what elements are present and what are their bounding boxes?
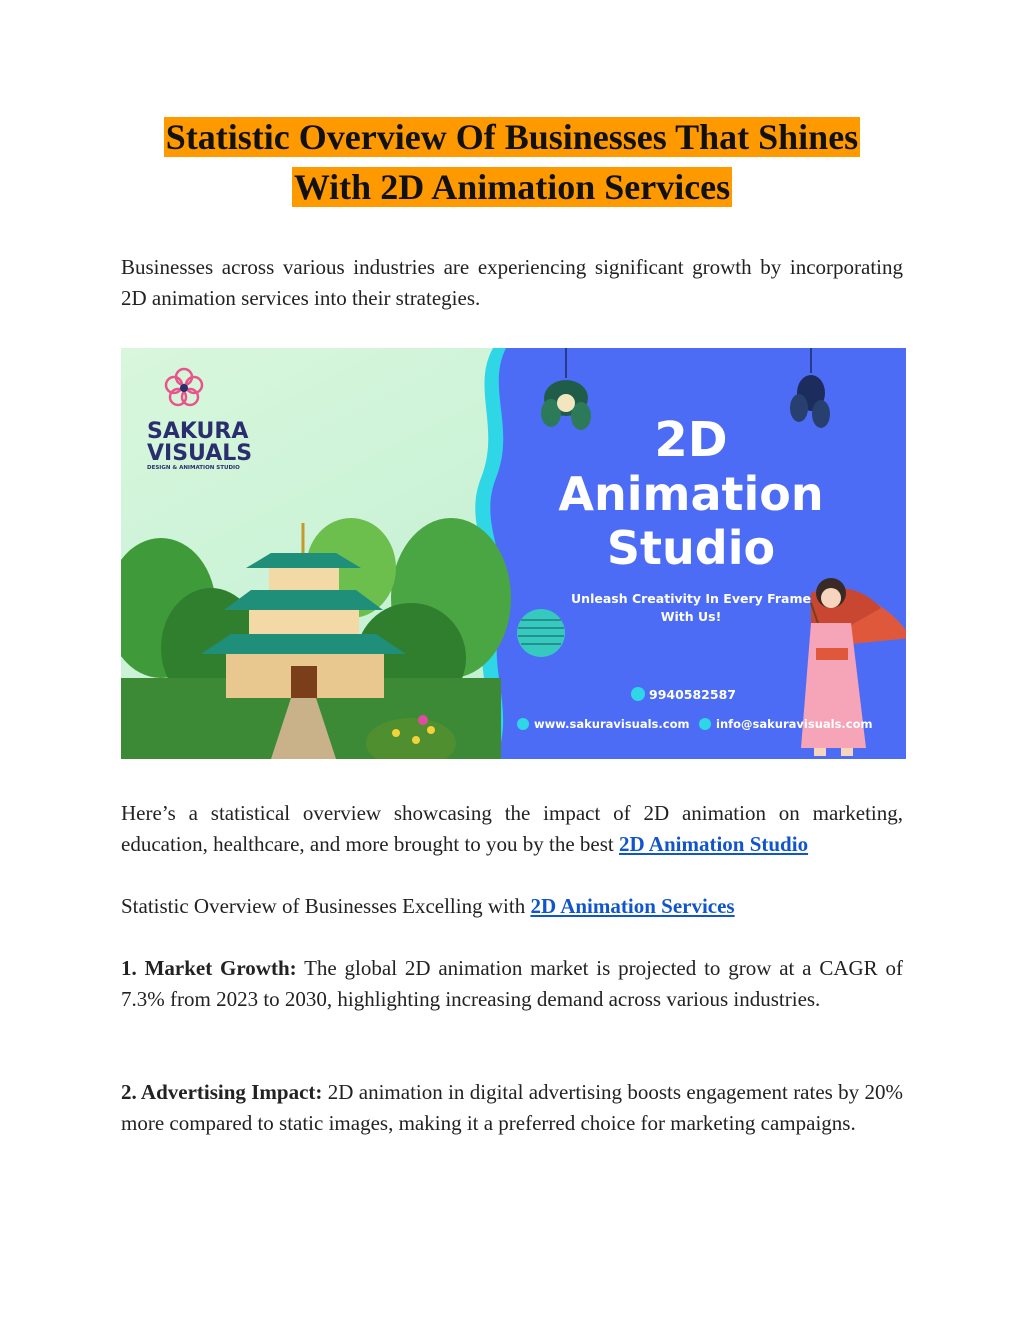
email-icon [699,718,711,730]
animation-studio-link[interactable]: 2D Animation Studio [619,832,809,856]
subheading-text: Statistic Overview of Businesses Excelling with [121,894,531,918]
phone-icon [631,687,645,701]
studio-banner-image [121,348,906,759]
title-line-1: Statistic Overview Of Businesses That Shines [165,117,859,157]
point-advertising-impact [121,1077,903,1139]
logo-tagline: DESIGN & ANIMATION STUDIO [147,465,240,471]
globe-icon [517,718,529,730]
logo-line-1: SAKURA [147,419,249,444]
website-text: www.sakuravisuals.com [534,717,690,731]
banner-tagline-line-1: Unleash Creativity In Every Frame [571,591,811,606]
subheading-paragraph [121,891,903,922]
contact-email [699,717,873,731]
banner-heading-line-2: Animation [558,467,824,521]
point-1-text: The global 2D animation market is projected to grow at a CAGR of 7.3% from 2023 to 2030, highlighting increasing demand across various industries. [121,956,903,1011]
point-market-growth [121,953,903,1015]
point-1-label: 1. Market Growth: [121,956,297,980]
striped-circle-decoration [517,609,565,657]
contact-website [517,717,689,731]
title-line-2: With 2D Animation Services [293,167,731,207]
banner-tagline-line-2: With Us! [660,609,722,624]
email-text: info@sakuravisuals.com [716,717,873,731]
animation-services-link[interactable]: 2D Animation Services [530,894,735,918]
point-2-text: 2D animation in digital advertising boosts engagement rates by 20% more compared to static images, making it a preferred choice for marketing campaigns. [121,1080,903,1135]
overview-paragraph [121,798,903,860]
logo-line-2: VISUALS [147,441,253,466]
page-title [80,112,944,212]
intro-paragraph: Businesses across various industries are experiencing significant growth by incorporating 2D animation services into their strategies. [121,255,903,310]
point-2-label: 2. Advertising Impact: [121,1080,323,1104]
phone-number: 9940582587 [649,687,736,702]
banner-heading-line-3: Studio [606,521,776,575]
overview-text: Here’s a statistical overview showcasing the impact of 2D animation on marketing, education, healthcare, and more brought to you by the best [121,801,903,856]
banner-heading-line-1: 2D [654,412,728,468]
